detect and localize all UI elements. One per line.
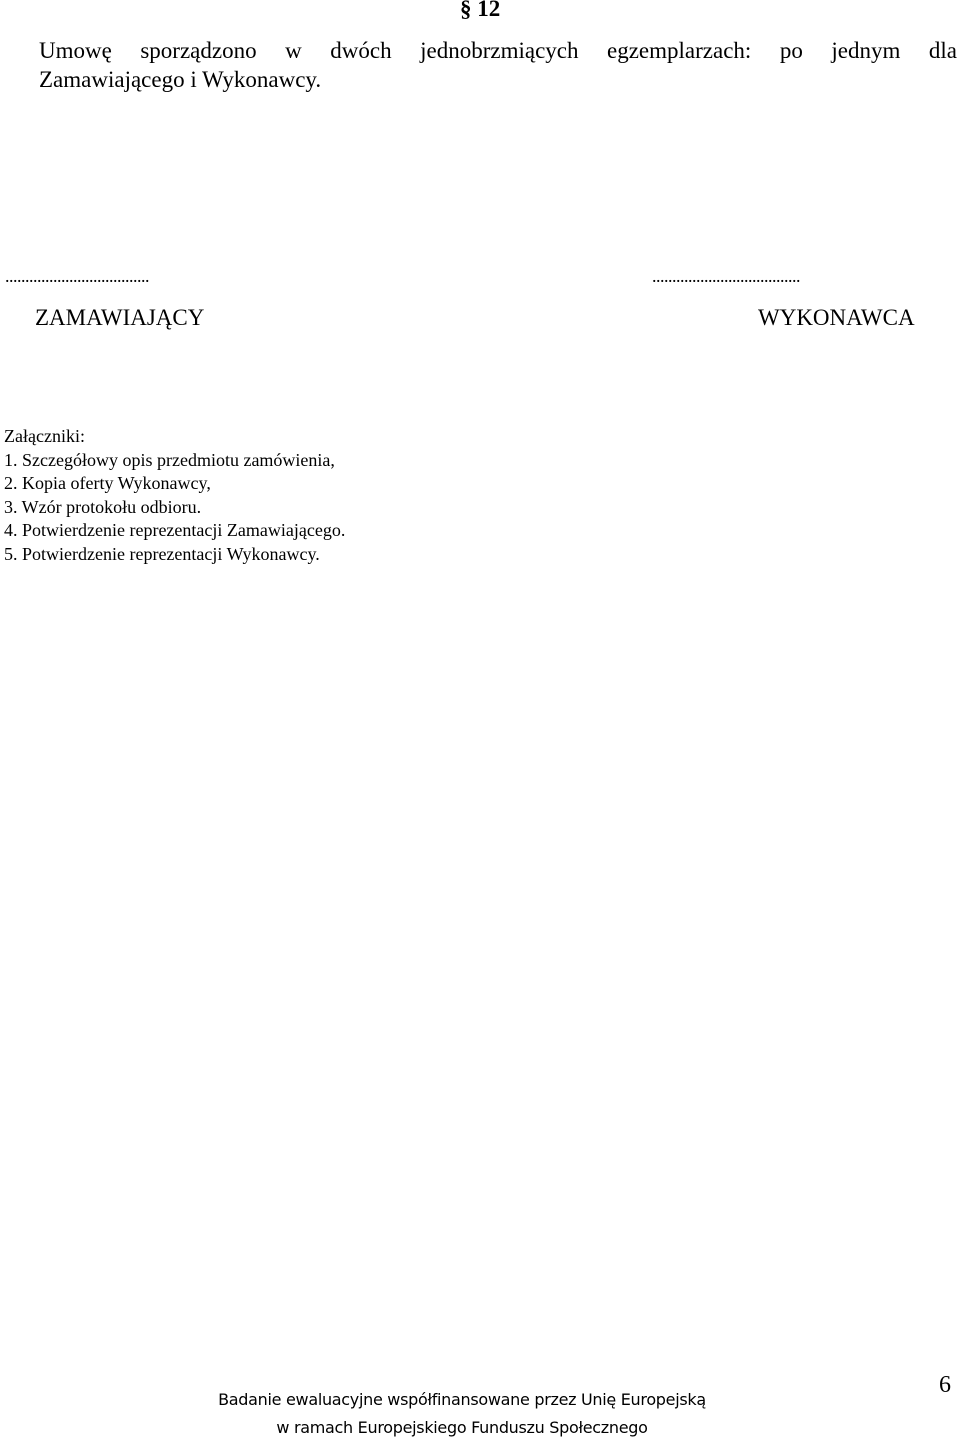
attachment-item: 5. Potwierdzenie reprezentacji Wykonawcy. (4, 543, 320, 564)
signature-label-zamawiajacy: ZAMAWIAJĄCY (35, 305, 205, 330)
footer-line-2: w ramach Europejskiego Funduszu Społecznego (276, 1418, 648, 1437)
attachments-title: Załączniki: (4, 426, 85, 446)
signature-label-wykonawca: WYKONAWCA (758, 305, 915, 330)
section-heading: § 12 (460, 0, 501, 21)
footer-line-1: Badanie ewaluacyjne współfinansowane przez Unię Europejską (218, 1390, 706, 1409)
page-footer (0, 1386, 924, 1442)
attachment-item: 4. Potwierdzenie reprezentacji Zamawiającego. (4, 520, 346, 540)
signature-line-wykonawca: ..................................... (652, 266, 800, 286)
attachment-item: 1. Szczegółowy opis przedmiotu zamówienia, (4, 449, 335, 470)
signature-line-zamawiajacy: .................................... (5, 266, 149, 286)
page-number: 6 (939, 1372, 951, 1398)
attachment-item: 2. Kopia oferty Wykonawcy, (4, 473, 211, 493)
attachments-list (4, 449, 345, 567)
attachment-item: 3. Wzór protokołu odbioru. (4, 496, 202, 517)
attachments-section (4, 425, 345, 566)
paragraph-line-2: Zamawiającego i Wykonawcy. (39, 67, 322, 92)
paragraph-line-1: Umowę sporządzono w dwóch jednobrzmiących egzemplarzach: po jednym dla (39, 38, 957, 63)
closing-paragraph (39, 36, 957, 94)
